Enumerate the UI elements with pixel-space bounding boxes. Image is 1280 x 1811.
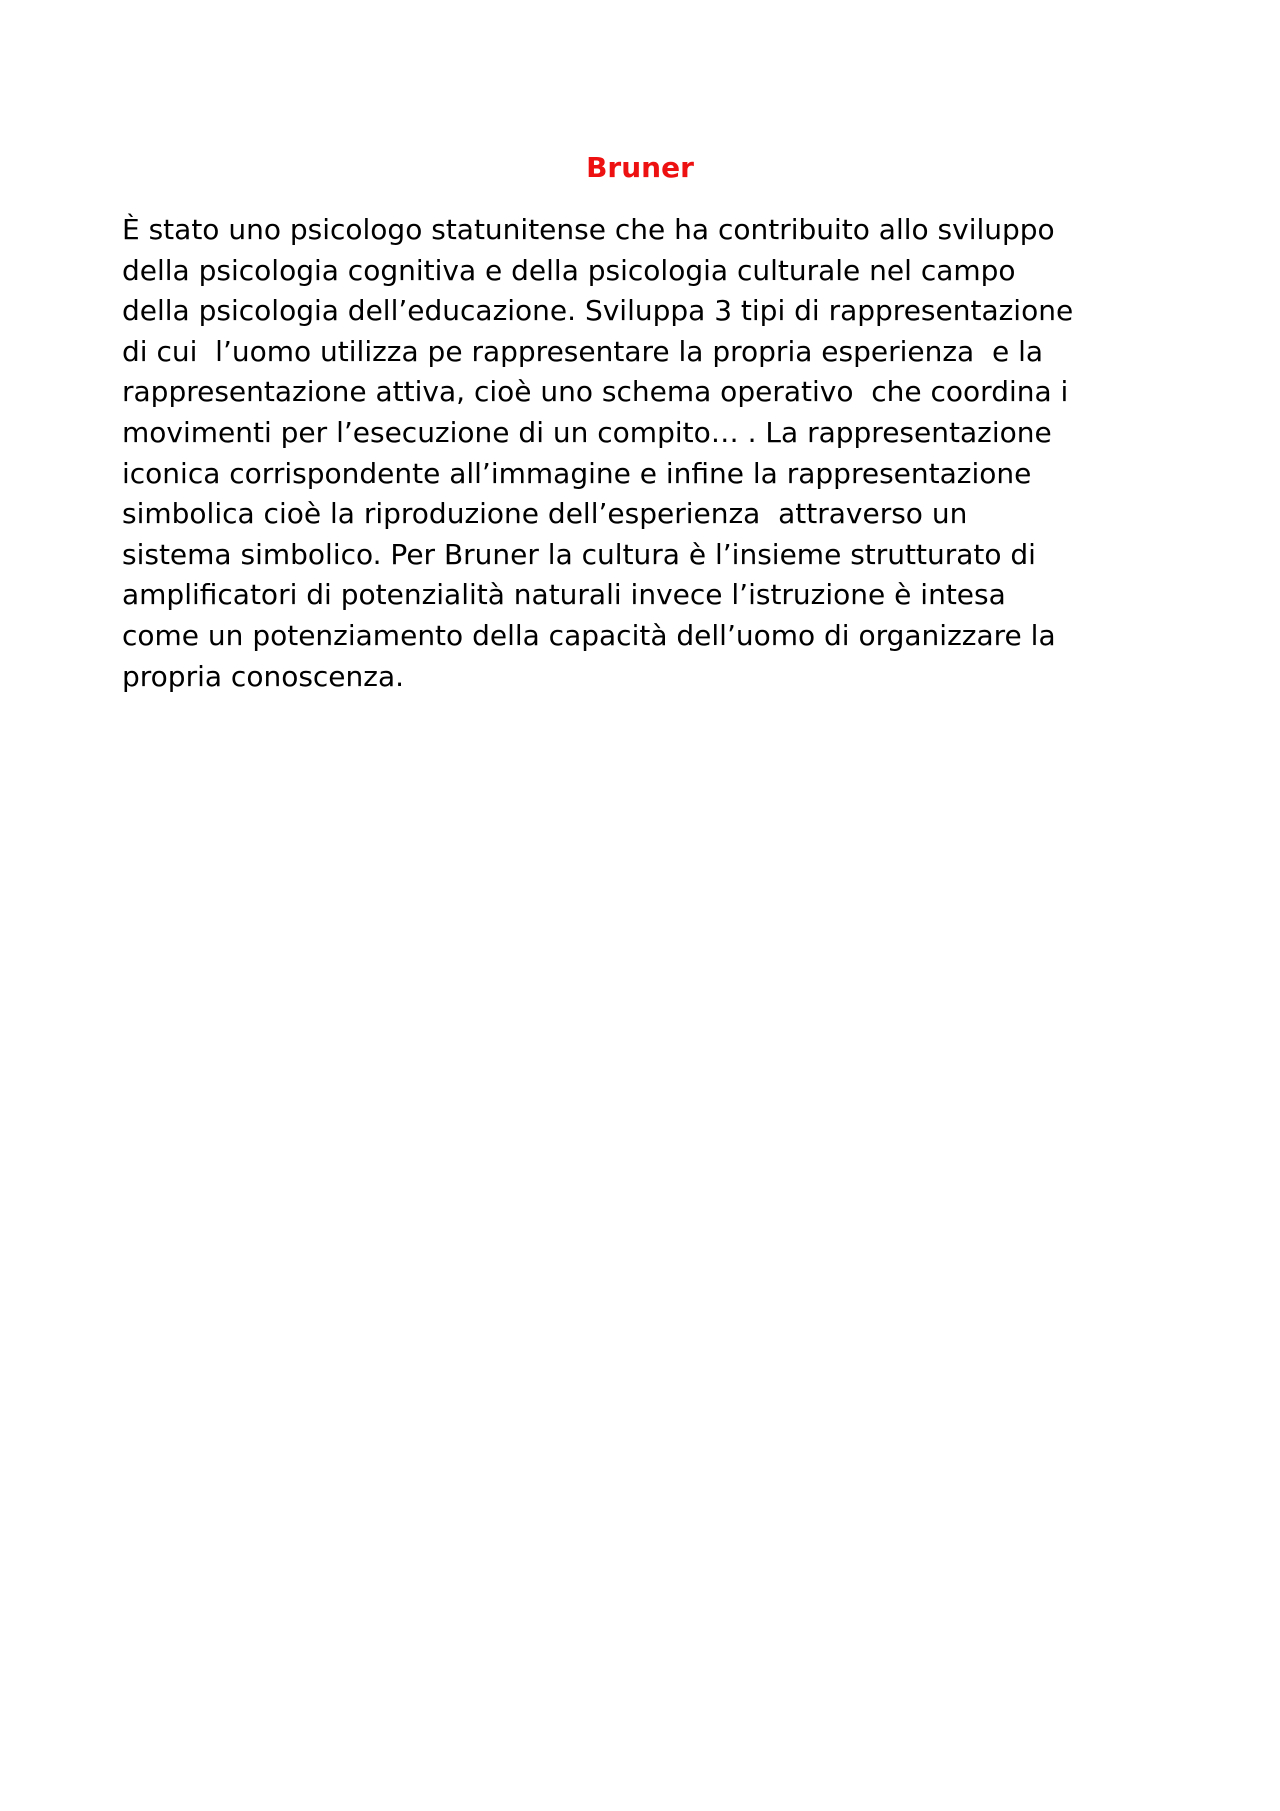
paragraph-line: iconica corrispondente all’immagine e infine la rappresentazione bbox=[122, 456, 1032, 490]
paragraph-line: come un potenziamento della capacità dell’uomo di organizzare la bbox=[122, 618, 1056, 652]
paragraph-line: simbolica cioè la riproduzione dell’esperienza attraverso un bbox=[122, 497, 968, 531]
paragraph-line: amplificatori di potenzialità naturali invece l’istruzione è intesa bbox=[122, 578, 1006, 612]
paragraph-line: È stato uno psicologo statunitense che ha contribuito allo sviluppo bbox=[122, 213, 1055, 246]
paragraph-line: della psicologia cognitiva e della psicologia culturale nel campo bbox=[122, 253, 1016, 287]
document-title: Bruner bbox=[586, 151, 694, 184]
paragraph-line: movimenti per l’esecuzione di un compito… . La rappresentazione bbox=[122, 415, 1052, 449]
paragraph-line: di cui l’uomo utilizza pe rappresentare la propria esperienza e la bbox=[122, 334, 1044, 368]
paragraph-line: rappresentazione attiva, cioè uno schema operativo che coordina i bbox=[122, 375, 1069, 409]
paragraph-line: propria conoscenza. bbox=[122, 659, 405, 693]
body-paragraph bbox=[122, 210, 1182, 697]
paragraph-line: della psicologia dell’educazione. Sviluppa 3 tipi di rappresentazione bbox=[122, 294, 1074, 328]
paragraph-line: sistema simbolico. Per Bruner la cultura è l’insieme strutturato di bbox=[122, 537, 1036, 571]
